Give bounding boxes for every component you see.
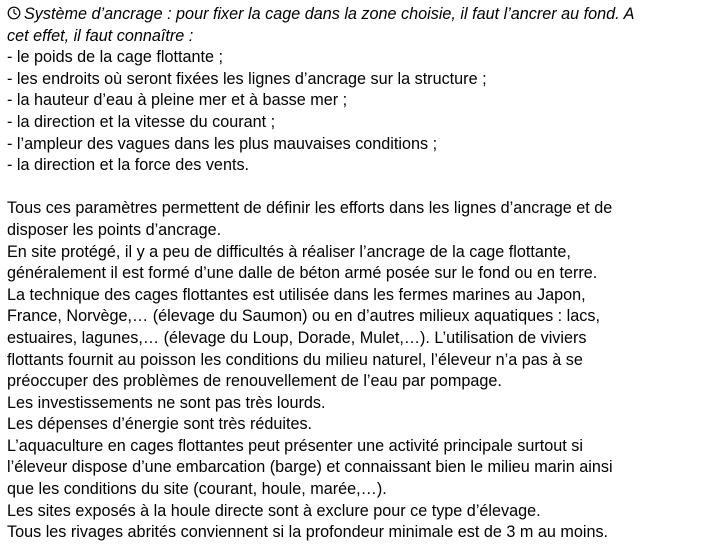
body-line: estuaires, lagunes,… (élevage du Loup, Dorade, Mulet,…). L’utilisation de viviers <box>7 328 587 347</box>
list-item: - l’ampleur des vagues dans les plus mauvaises conditions ; <box>7 134 438 153</box>
intro-line-2: cet effet, il faut connaître : <box>7 26 194 45</box>
list-item: - la direction et la force des vents. <box>7 156 250 175</box>
body-line: L’aquaculture en cages flottantes peut présenter une activité principale surtout si <box>7 436 583 455</box>
body-line: flottants fournit au poisson les conditions du milieu naturel, l’éleveur n’a pas à se <box>7 350 583 369</box>
paragraph-gap <box>7 177 715 199</box>
body-line: La technique des cages flottantes est utilisée dans les fermes marines au Japon, <box>7 285 586 304</box>
clock-circle-icon <box>7 5 21 19</box>
body-line: Les investissements ne sont pas très lourds. <box>7 393 326 412</box>
body-line: France, Norvège,… (élevage du Saumon) ou en d’autres milieux aquatiques : lacs, <box>7 307 600 326</box>
intro-line-1 <box>7 4 715 26</box>
body-line: Les sites exposés à la houle directe sont à exclure pour ce type d’élevage. <box>7 501 541 520</box>
body-line: préoccuper des problèmes de renouvellement de l’eau par pompage. <box>7 372 502 391</box>
body-line: généralement il est formé d’une dalle de béton armé posée sur le fond ou en terre. <box>7 264 598 283</box>
body-line: Tous ces paramètres permettent de définir les efforts dans les lignes d’ancrage et de <box>7 199 613 218</box>
body-line: que les conditions du site (courant, houle, marée,…). <box>7 480 387 499</box>
intro-text-1: Système d’ancrage : pour fixer la cage dans la zone choisie, il faut l’ancrer au fond. A <box>24 5 635 23</box>
list-item: - le poids de la cage flottante ; <box>7 48 223 67</box>
body-line: Les dépenses d’énergie sont très réduites. <box>7 415 313 434</box>
body-line: disposer les points d’ancrage. <box>7 220 222 239</box>
list-item: - la direction et la vitesse du courant ; <box>7 112 276 131</box>
body-line: l’éleveur dispose d’une embarcation (barge) et connaissant bien le milieu marin ainsi <box>7 458 613 477</box>
body-line: En site protégé, il y a peu de difficultés à réaliser l’ancrage de la cage flottante, <box>7 242 571 261</box>
document-page <box>7 4 715 544</box>
body-line: Tous les rivages abrités conviennent si la profondeur minimale est de 3 m au moins. <box>7 523 609 542</box>
list-item: - la hauteur d’eau à pleine mer et à basse mer ; <box>7 91 348 110</box>
list-item: - les endroits où seront fixées les lignes d’ancrage sur la structure ; <box>7 69 487 88</box>
